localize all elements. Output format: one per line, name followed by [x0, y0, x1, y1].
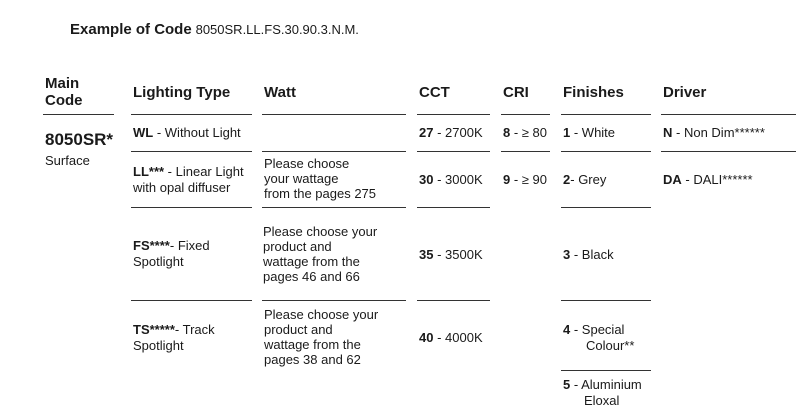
lighting-rule	[131, 300, 252, 301]
driver-item	[663, 125, 765, 141]
cri-value: ≥ 80	[521, 125, 548, 140]
watt-line: product and	[263, 239, 332, 254]
cct-value: 3500K	[445, 247, 483, 262]
finish-sep: -	[570, 125, 582, 140]
watt-line: pages 38 and 62	[264, 352, 361, 367]
finish-sep: -	[570, 247, 582, 262]
main-code: 8050SR*	[45, 130, 114, 149]
watt-line: your wattage	[264, 171, 339, 186]
lighting-label-line2: Spotlight	[133, 338, 184, 353]
header-cct: CCT	[419, 84, 450, 101]
header-lighting-type: Lighting Type	[133, 84, 231, 101]
cct-code: 35	[419, 247, 434, 262]
lighting-sep: -	[153, 125, 165, 140]
finish-label: Aluminium	[581, 377, 642, 392]
lighting-rule	[131, 207, 252, 208]
watt-line: wattage from the	[263, 254, 360, 269]
finish-label: Black	[581, 247, 614, 262]
header-rule	[262, 114, 406, 115]
cri-code: 8	[503, 125, 511, 140]
cct-value: 3000K	[445, 172, 483, 187]
lighting-code: WL	[133, 125, 154, 140]
lighting-code: FS****	[133, 238, 170, 253]
cct-code: 30	[419, 172, 434, 187]
header-rule	[131, 114, 252, 115]
cct-value: 2700K	[445, 125, 483, 140]
lighting-sep: -	[174, 322, 183, 337]
watt-line: Please choose	[264, 156, 350, 171]
finish-code: 1	[563, 125, 571, 140]
finish-item	[563, 247, 614, 263]
driver-code: N	[663, 125, 673, 140]
cct-value: 4000K	[445, 330, 483, 345]
finish-label-line2: Colour**	[586, 338, 635, 353]
finish-item	[563, 377, 642, 409]
finish-rule	[561, 300, 651, 301]
lighting-label-line2: Spotlight	[133, 254, 184, 269]
watt-rule	[262, 300, 406, 301]
finish-item	[563, 125, 615, 141]
lighting-label: Fixed	[177, 238, 210, 253]
example-line	[70, 21, 359, 38]
finish-rule	[561, 370, 651, 371]
finish-label: White	[581, 125, 616, 140]
finish-label-line2: Eloxal	[584, 393, 620, 408]
cct-rule	[417, 207, 490, 208]
lighting-item	[133, 238, 210, 270]
watt-line: pages 46 and 66	[263, 269, 360, 284]
lighting-label-line2: with opal diffuser	[133, 180, 231, 195]
lighting-sep: -	[169, 238, 178, 253]
cct-code: 40	[419, 330, 434, 345]
cri-rule	[501, 151, 550, 152]
driver-label: DALI******	[693, 172, 753, 187]
finish-sep: -	[570, 322, 582, 337]
header-rule	[561, 114, 651, 115]
cri-item: 9 - ≥ 90	[503, 172, 548, 187]
cct-item: 40 - 4000K	[419, 330, 483, 345]
lighting-code: LL***	[133, 164, 165, 179]
header-driver: Driver	[663, 84, 707, 101]
finish-sep: -	[570, 377, 582, 392]
cct-item: 30 - 3000K	[419, 172, 483, 187]
finish-item	[563, 172, 606, 188]
watt-item	[264, 156, 376, 201]
lighting-code: TS*****	[133, 322, 175, 337]
finish-label: Special	[581, 322, 625, 337]
cct-code: 27	[419, 125, 434, 140]
driver-code: DA	[663, 172, 682, 187]
watt-item	[264, 307, 378, 367]
watt-rule	[262, 207, 406, 208]
lighting-rule	[131, 151, 252, 152]
lighting-label: Linear Light	[175, 164, 244, 179]
watt-line: Please choose your	[264, 307, 379, 322]
finish-sep: -	[570, 172, 579, 187]
watt-rule	[262, 151, 406, 152]
example-label: Example of Code	[70, 21, 192, 38]
cri-value: ≥ 90	[521, 172, 548, 187]
driver-rule	[661, 151, 796, 152]
lighting-item	[133, 164, 244, 196]
header-watt: Watt	[264, 84, 296, 101]
driver-sep: -	[672, 125, 684, 140]
driver-sep: -	[681, 172, 694, 187]
watt-line: Please choose your	[263, 224, 378, 239]
finish-code: 2	[563, 172, 571, 187]
finish-code: 3	[563, 247, 571, 262]
header-rule	[417, 114, 490, 115]
watt-line: from the pages 275	[264, 186, 377, 201]
header-finishes: Finishes	[563, 84, 624, 101]
lighting-item	[133, 125, 241, 141]
lighting-item	[133, 322, 215, 354]
header-rule	[661, 114, 796, 115]
finish-label: Grey	[578, 172, 607, 187]
driver-label: Non Dim******	[683, 125, 765, 140]
cct-rule	[417, 300, 490, 301]
finish-code: 5	[563, 377, 571, 392]
header-main-code-line2: Code	[45, 92, 83, 109]
finish-rule	[561, 151, 651, 152]
header-main-code	[45, 75, 83, 109]
main-code-desc: Surface	[45, 153, 90, 168]
driver-item	[663, 172, 753, 188]
cct-rule	[417, 151, 490, 152]
cct-item: 27 - 2700K	[419, 125, 483, 140]
watt-line: wattage from the	[264, 337, 361, 352]
cri-code: 9	[503, 172, 511, 187]
watt-line: product and	[264, 322, 333, 337]
finish-rule	[561, 207, 651, 208]
watt-item	[263, 224, 377, 284]
lighting-label: Without Light	[164, 125, 241, 140]
lighting-label: Track	[182, 322, 215, 337]
header-main-code-line1: Main	[45, 75, 80, 92]
cct-item: 35 - 3500K	[419, 247, 483, 262]
finish-code: 4	[563, 322, 571, 337]
header-rule	[43, 114, 114, 115]
cri-item: 8 - ≥ 80	[503, 125, 548, 140]
header-rule	[501, 114, 550, 115]
example-code: 8050SR.LL.FS.30.90.3.N.M.	[195, 22, 359, 37]
finish-item	[563, 322, 634, 354]
lighting-sep: -	[164, 164, 176, 179]
header-cri: CRI	[503, 84, 529, 101]
